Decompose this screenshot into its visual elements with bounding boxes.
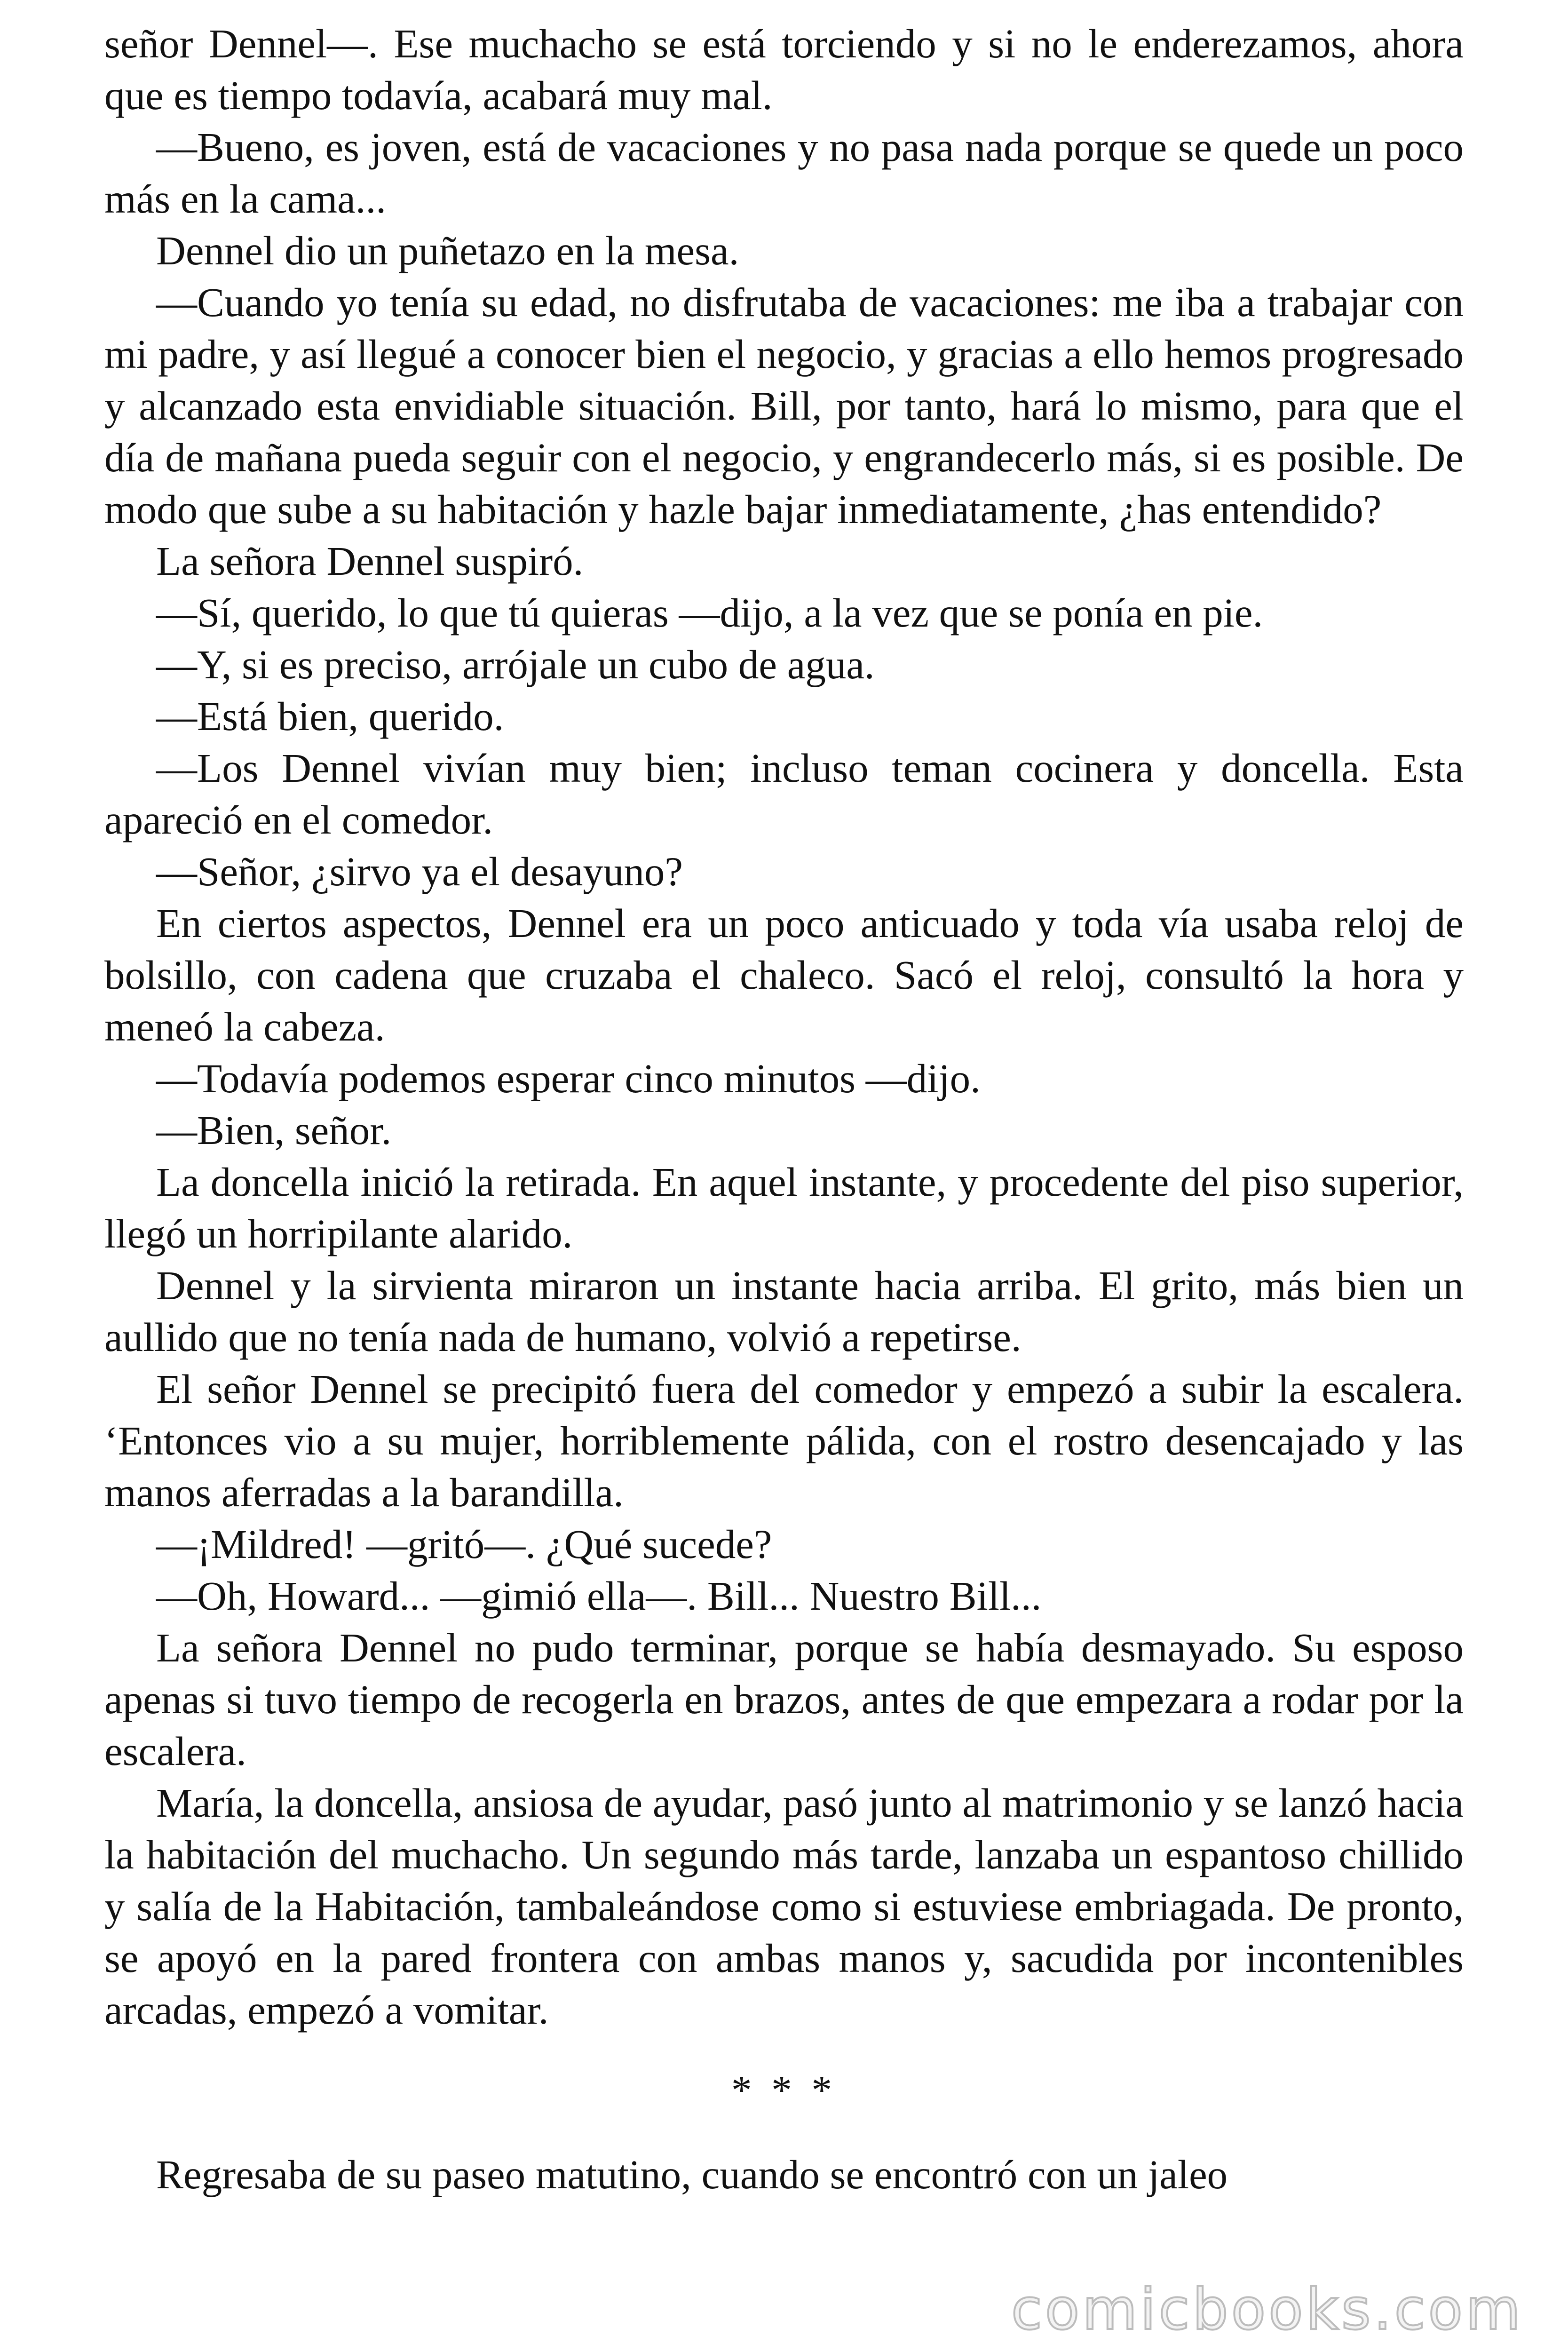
paragraph: —Oh, Howard... —gimió ella—. Bill... Nuestro Bill...: [156, 1573, 1042, 1619]
paragraph: —Y, si es preciso, arrójale un cubo de agua.: [156, 642, 875, 687]
paragraph: —Sí, querido, lo que tú quieras —dijo, a la vez que se ponía en pie.: [156, 590, 1263, 636]
paragraph: —Bueno, es joven, está de vacaciones y no pasa nada porque se quede un poco más en la cama...: [104, 124, 1464, 222]
paragraph: —Señor, ¿sirvo ya el desayuno?: [156, 849, 683, 894]
paragraph: Dennel dio un puñetazo en la mesa.: [156, 228, 739, 273]
scene-separator: * * *: [731, 2067, 837, 2113]
paragraph: —Bien, señor.: [156, 1107, 392, 1153]
paragraphs-after-separator: [104, 2149, 1464, 2201]
paragraph: En ciertos aspectos, Dennel era un poco anticuado y toda vía usaba reloj de bolsillo, con cadena que cruzaba el chaleco. Sacó el reloj, consultó la hora y meneó la cabeza.: [104, 900, 1464, 1049]
paragraph: La señora Dennel suspiró.: [156, 538, 584, 584]
paragraph: Dennel y la sirvienta miraron un instante hacia arriba. El grito, más bien un aullido que no tenía nada de humano, volvió a repetirse.: [104, 1263, 1464, 1360]
paragraph: La doncella inició la retirada. En aquel instante, y procedente del piso superior, llegó un horripilante alarido.: [104, 1159, 1464, 1256]
paragraph: Regresaba de su paseo matutino, cuando se encontró con un jaleo: [156, 2152, 1228, 2197]
paragraph: —Está bien, querido.: [156, 693, 504, 739]
paragraph: El señor Dennel se precipitó fuera del comedor y empezó a subir la escalera. ‘Entonces vio a su mujer, horriblemente pálida, con el rostro desencajado y las manos aferradas a la barandilla.: [104, 1366, 1464, 1515]
paragraph: señor Dennel—. Ese muchacho se está torciendo y si no le enderezamos, ahora que es tiempo todavía, acabará muy mal.: [104, 21, 1464, 118]
watermark: comicbooks.com: [1011, 2277, 1523, 2343]
paragraph: —Cuando yo tenía su edad, no disfrutaba de vacaciones: me iba a trabajar con mi padre, y así llegué a conocer bien el negocio, y gracias a ello hemos progresado y alcanzado esta envidiable situación. Bill, por tanto, hará lo mismo, para que el día de mañana pueda seguir con el negocio, y engrandecerlo más, si es posible. De modo que sube a su habitación y hazle bajar inmediatamente, ¿has entendido?: [104, 279, 1464, 532]
paragraphs-before-separator: [104, 18, 1464, 2036]
paragraph: María, la doncella, ansiosa de ayudar, pasó junto al matrimonio y se lanzó hacia la habitación del muchacho. Un segundo más tarde, lanzaba un espantoso chillido y salía de la Habitación, tambaleándose como si estuviese embriagada. De pronto, se apoyó en la pared frontera con ambas manos y, sacudida por incontenibles arcadas, empezó a vomitar.: [104, 1780, 1464, 2033]
paragraph: La señora Dennel no pudo terminar, porque se había desmayado. Su esposo apenas si tuvo tiempo de recogerla en brazos, antes de que empezara a rodar por la escalera.: [104, 1625, 1464, 1774]
paragraph: —Los Dennel vivían muy bien; incluso teman cocinera y doncella. Esta apareció en el comedor.: [104, 745, 1464, 842]
paragraph: —¡Mildred! —gritó—. ¿Qué sucede?: [156, 1521, 772, 1567]
paragraph: —Todavía podemos esperar cinco minutos —dijo.: [156, 1056, 981, 1101]
body-text: [104, 18, 1464, 2201]
